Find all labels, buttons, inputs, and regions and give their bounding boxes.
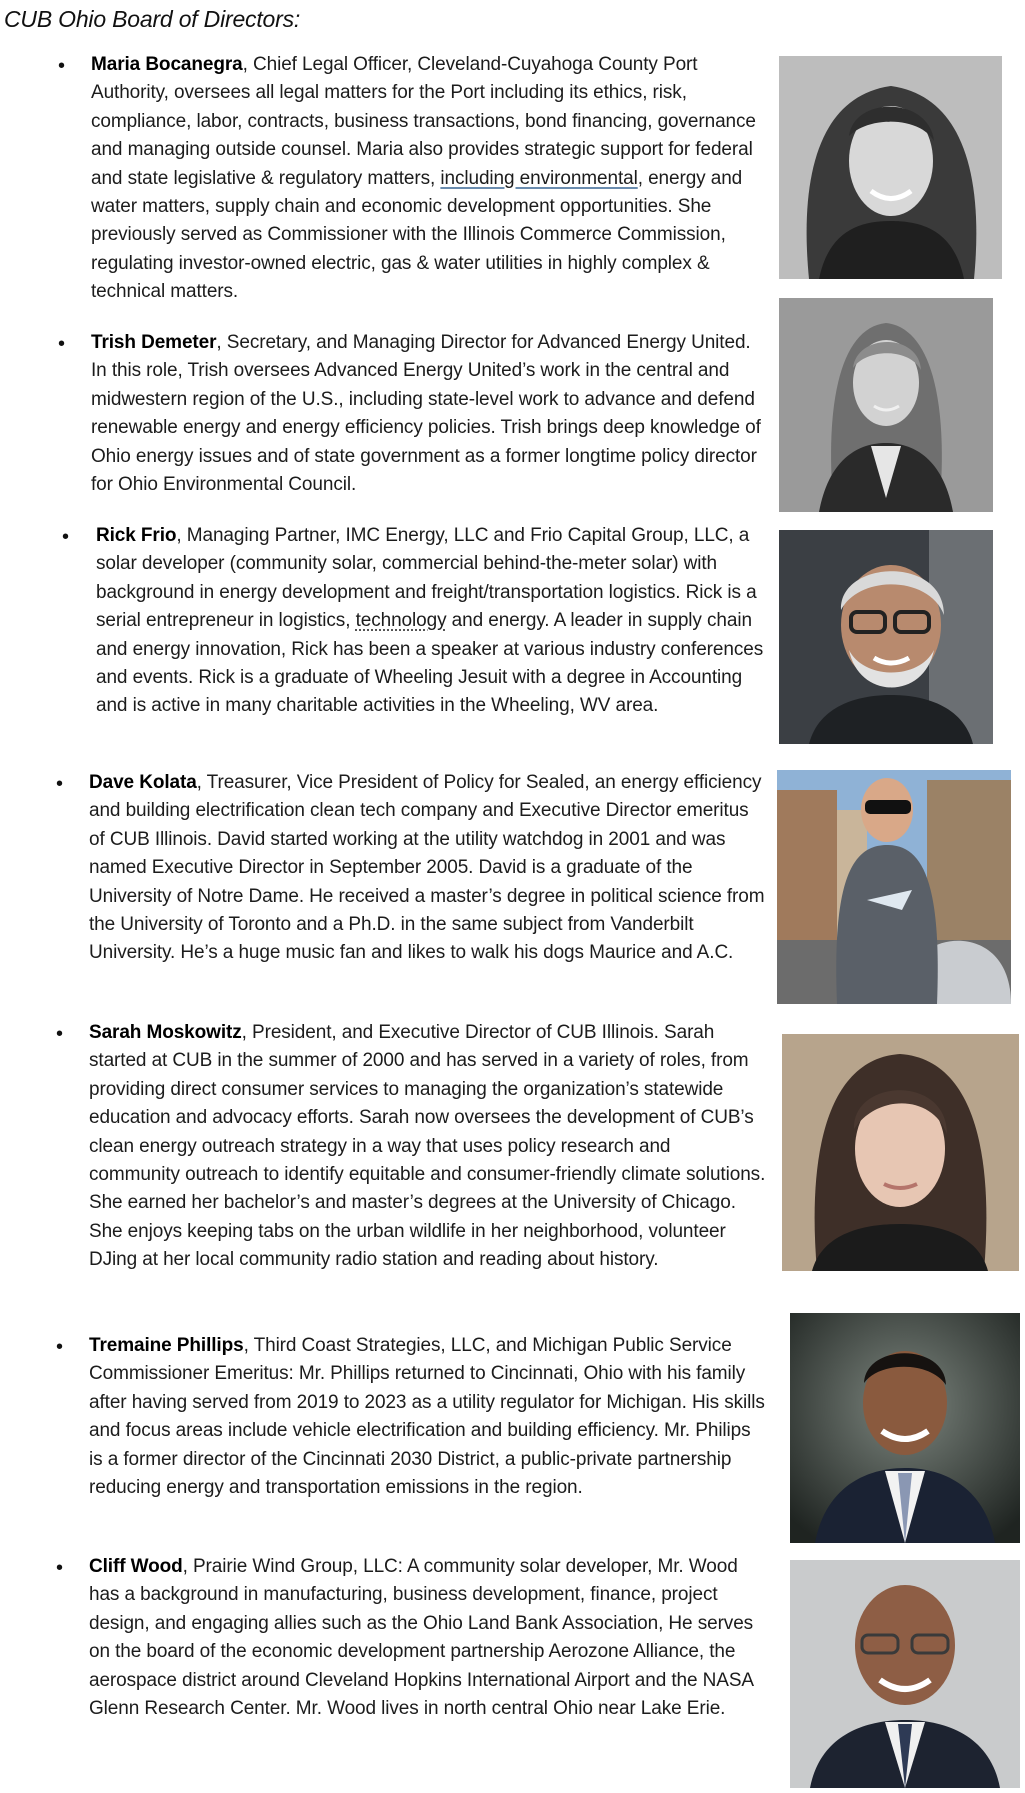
director-name: Dave Kolata — [89, 772, 197, 793]
bullet-marker: • — [62, 526, 70, 548]
director-name: Rick Frio — [96, 525, 177, 546]
director-photo — [790, 1313, 1020, 1543]
director-bio — [89, 769, 766, 968]
bullet-marker: • — [58, 333, 66, 355]
director-name: Cliff Wood — [89, 1556, 183, 1577]
bio-text: , Third Coast Strategies, LLC, and Michigan Public Service Commissioner Emeritus: Mr. Phillips returned to Cincinnati, Ohio with his family after having served from 2019 to 2023 as a utility regulator for Michigan. His skills and focus areas include vehicle electrification and building efficiency. Mr. Philips is a former director of the Cincinnati 2030 District, a public-private partnership reducing energy and transportation emissions in the region. — [89, 1335, 765, 1499]
director-bio — [96, 522, 766, 721]
director-bio — [89, 1019, 766, 1275]
bio-text: and energy. A leader in supply chain and energy innovation, Rick has been a speaker at various industry conferences and events. Rick is a graduate of Wheeling Jesuit with a degree in Accounting and is active in many charitable activities in the Wheeling, WV area. — [96, 610, 764, 717]
director-bio — [89, 1553, 773, 1723]
director-photo — [779, 56, 1002, 279]
bio-marked-text: technology — [355, 610, 447, 632]
bio-text: , energy and water matters, supply chain and economic development opportunities. She previously served as Commissioner with the Illinois Commerce Commission, regulating investor-owned electric, gas & water utilities in highly complex & technical matters. — [91, 167, 743, 303]
bio-marked-text: including environmental — [440, 167, 638, 189]
director-photo — [779, 530, 993, 744]
bullet-marker: • — [56, 773, 64, 795]
bio-text: , Secretary, and Managing Director for Advanced Energy United. In this role, Trish oversees Advanced Energy United’s work in the central and midwestern region of the U.S., including state-level work to advance and defend renewable energy and energy efficiency policies. Trish brings deep knowledge of Ohio energy issues and of state government as a former longtime policy director for Ohio Environmental Council. — [91, 332, 761, 496]
page-title: CUB Ohio Board of Directors: — [4, 6, 301, 32]
bio-text: , President, and Executive Director of CUB Illinois. Sarah started at CUB in the summer of 2000 and has served in a variety of roles, from providing direct consumer services to managing the organization’s statewide education and advocacy efforts. Sarah now oversees the development of CUB’s clean energy outreach strategy in a way that uses policy research and community outreach to identify equitable and consumer-friendly climate solutions. She earned her bachelor’s and master’s degrees at the University of Chicago. She enjoys keeping tabs on the urban wildlife in her neighborhood, volunteer DJing at her local community radio station and reading about history. — [89, 1022, 766, 1271]
bio-text: , Chief Legal Officer, Cleveland-Cuyahoga County Port Authority, oversees all legal matters for the Port including its ethics, risk, compliance, labor, contracts, business transactions, bond financing, governance and managing outside counsel. Maria also provides strategic support for federal and state legislative & regulatory matters, — [91, 54, 756, 189]
director-name: Maria Bocanegra — [91, 54, 243, 75]
bio-text: , Prairie Wind Group, LLC: A community solar developer, Mr. Wood has a background in manufacturing, business development, finance, project design, and engaging allies such as the Ohio Land Bank Association, He serves on the board of the economic development partnership Aerozone Alliance, the aerospace district around Cleveland Hopkins International Airport and the NASA Glenn Research Center. Mr. Wood lives in north central Ohio near Lake Erie. — [89, 1556, 754, 1720]
bio-text: , Managing Partner, IMC Energy, LLC and Frio Capital Group, LLC, a solar developer (community solar, commercial behind-the-meter solar) with background in energy development and freight/transportation logistics. Rick is a serial entrepreneur in logistics, — [96, 525, 757, 632]
director-photo — [777, 770, 1011, 1004]
bullet-marker: • — [56, 1023, 64, 1045]
director-name: Tremaine Phillips — [89, 1335, 244, 1356]
bullet-marker: • — [56, 1336, 64, 1358]
bullet-marker: • — [58, 55, 66, 77]
director-bio — [89, 1332, 766, 1502]
director-bio — [91, 51, 766, 307]
director-name: Sarah Moskowitz — [89, 1022, 242, 1043]
bullet-marker: • — [56, 1557, 64, 1579]
director-photo — [779, 298, 993, 512]
director-name: Trish Demeter — [91, 332, 217, 353]
director-photo — [790, 1560, 1020, 1788]
director-bio — [91, 329, 766, 499]
bio-text: , Treasurer, Vice President of Policy for Sealed, an energy efficiency and building electrification clean tech company and Executive Director emeritus of CUB Illinois. David started working at the utility watchdog in 2001 and was named Executive Director in September 2005. David is a graduate of the University of Notre Dame. He received a master’s degree in political science from the University of Toronto and a Ph.D. in the same subject from Vanderbilt University. He’s a huge music fan and likes to walk his dogs Maurice and A.C. — [89, 772, 765, 964]
director-photo — [782, 1034, 1019, 1271]
